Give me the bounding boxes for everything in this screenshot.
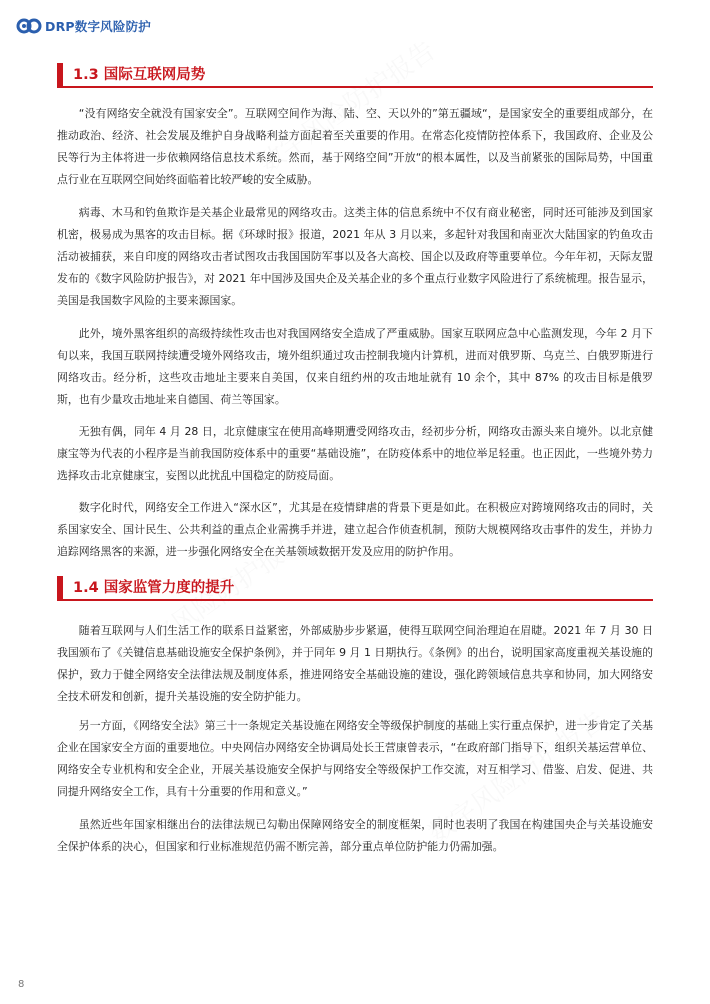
paragraph: 虽然近些年国家相继出台的法律法规已勾勒出保障网络安全的制度框架，同时也表明了我国在构建国央企与关基设施安全保护体系的决心，但国家和行业标准规范仍需不断完善，部分重点单位防护能力仍需加强。: [57, 818, 653, 854]
paragraph: 此外，境外黑客组织的高级持续性攻击也对我国网络安全造成了严重威胁。国家互联网应急中心监测发现，今年 2 月下旬以来，我国互联网持续遭受境外网络攻击，境外组织通过攻击控制我境内计算机，进而对俄罗斯、乌克兰、白俄罗斯进行网络攻击。经分析，这些攻击地址主要来自美国，仅来自纽约州的攻击地址就有 10 余个，其中 87% 的攻击目标是俄罗斯，也有少量攻击地址来自德国、荷兰等国家。: [57, 327, 653, 407]
section-heading: [57, 63, 653, 87]
drp-logo-icon: [16, 17, 42, 35]
paragraph: 另一方面，《网络安全法》第三十一条规定关基设施在网络安全等级保护制度的基础上实行重点保护，进一步肯定了关基企业在国家安全方面的重要地位。中央网信办网络安全协调局处长王营康曾表示，“在政府部门指导下，组织关基运营单位、网络安全专业机构和安全企业，开展关基设施安全保护与网络安全等级保护工作交流，对互相学习、借鉴、启发、促进、共同提升网络安全工作，具有十分重要的作用和意义。”: [57, 719, 653, 799]
paragraph: 数字化时代，网络安全工作进入“深水区”，尤其是在疫情肆虐的背景下更是如此。在积极应对跨境网络攻击的同时，关系国家安全、国计民生、公共利益的重点企业需携手并进，建立起合作侦查机制，预防大规模网络攻击事件的发生，并协力追踪网络黑客的来源，进一步强化网络安全在关基领域数据开发及应用的防护作用。: [57, 501, 653, 559]
section-title: 1.3 国际互联网局势: [73, 67, 206, 83]
section-title: 1.4 国家监管力度的提升: [73, 580, 235, 596]
heading-accent-bar: [57, 63, 63, 87]
heading-accent-bar: [57, 576, 63, 600]
paragraph: “没有网络安全就没有国家安全”。互联网空间作为海、陆、空、天以外的”第五疆域“，是国家安全的重要组成部分，在推动政治、经济、社会发展及维护自身战略利益方面起着至关重要的作用。在常态化疫情防控体系下，我国政府、企业及公民等行为主体将进一步依赖网络信息技术系统。然而，基于网络空间”开放“的根本属性，以及当前紧张的国际局势，中国重点行业在互联网空间始终面临着比较严峻的安全威胁。: [57, 107, 653, 187]
paragraph: 随着互联网与人们生活工作的联系日益紧密，外部威胁步步紧逼，使得互联网空间治理迫在眉睫。2021 年 7 月 30 日我国颁布了《关键信息基础设施安全保护条例》，并于同年 9 月 1 日期执行。《条例》的出台，说明国家高度重视关基设施的保护，致力于健全网络安全法律法规及制度体系，推进网络安全基础设施的建设，强化跨领域信息共享和协同，加大网络安全技术研发和创新，提升关基设施的安全防护能力。: [57, 624, 653, 704]
header-logo: [16, 16, 151, 36]
heading-underline: [57, 599, 653, 601]
logo-text: DRP数字风险防护: [45, 19, 151, 34]
page-number: 8: [18, 979, 25, 990]
paragraph: 无独有偶，同年 4 月 28 日，北京健康宝在使用高峰期遭受网络攻击，经初步分析，网络攻击源头来自境外。以北京健康宝等为代表的小程序是当前我国防疫体系中的重要“基础设施”，在防疫体系中的地位举足轻重。也正因此，一些境外势力选择攻击北京健康宝，妄图以此扰乱中国稳定的防疫局面。: [57, 425, 653, 483]
section-heading: [57, 576, 653, 600]
heading-underline: [57, 86, 653, 88]
paragraph: 病毒、木马和钓鱼欺诈是关基企业最常见的网络攻击。这类主体的信息系统中不仅有商业秘密，同时还可能涉及到国家机密，极易成为黑客的攻击目标。据《环球时报》报道，2021 年从 3 月以来，多起针对我国和南亚次大陆国家的钓鱼攻击活动被捕获，来自印度的网络攻击者试图攻击我国国防军事以及各大高校、国企以及政府等重要单位。今年年初，天际友盟发布的《数字风险防护报告》，对 2021 年中国涉及国央企及关基企业的多个重点行业数字风险进行了系统梳理。报告显示，美国是我国数字风险的主要来源国家。: [57, 206, 653, 308]
